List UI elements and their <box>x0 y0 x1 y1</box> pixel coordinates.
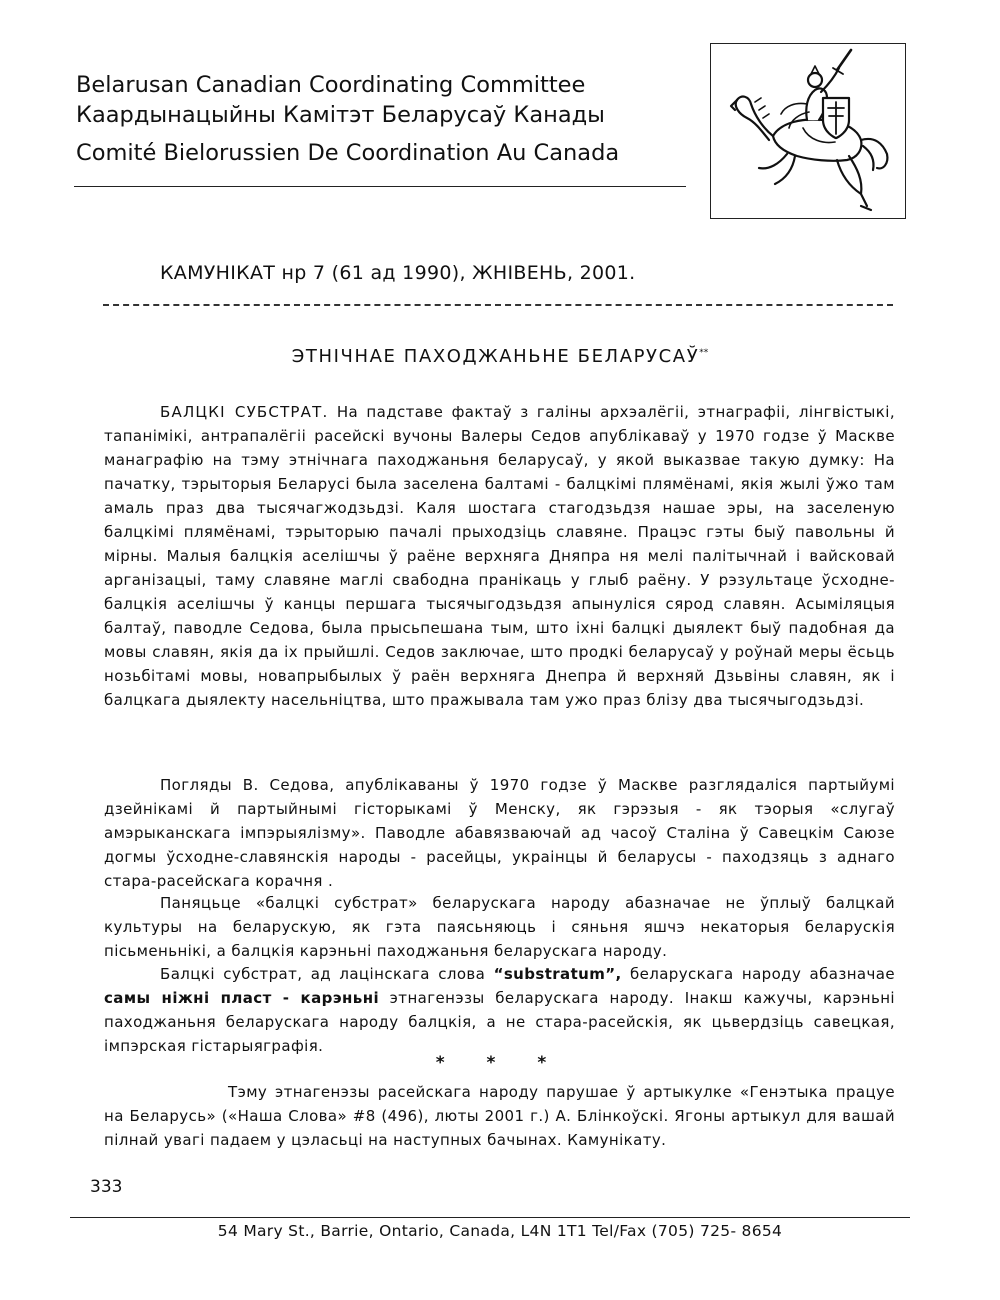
footer-address: 54 Mary St., Barrie, Ontario, Canada, L4N 1T1 Tel/Fax (705) 725- 8654 <box>217 1222 783 1240</box>
paragraph-body: На падставе фактаў з галіны архэалёгіі, этнаграфіі, лінгвістыкі, тапанімікі, антрапалёгіі расейскі вучоны Валеры Седов апублікаваў у 1970 годзе ў Маскве манаграфію на тэму этнічнага паходжаньня беларусаў, у якой выказвае такую думку: На пачатку, тэрыторыя Беларусі была заселена балтамі - балцкімі плямёнамі, якія жылі ўжо там амаль праз два тысячагжодзьдзі. Каля шостага стагодзьдзя нашае эры, на заселеную балцкімі плямёнамі, тэрыторыю пачалі прыходзіць славяне. Працэс гэты быў павольны й мірны. Малыя балцкія аселішчы ў раёне верхняга Дняпра ня мелі палітычнай і вайсковай арганізацыі, таму славяне маглі свабодна пранікаць у глыб раёну. У рэзультаце ўсходне-балцкія аселішчы ў канцы першага тысячыгодзьдзя апынуліся сярод славян. Асыміляцыя балтаў, паводле Седова, была прысьпешана тым, што іхні балцкі дыялект быў падобная да мовы славян, якія да іх прыйшлі. Седов заключае, што продкі беларусаў у роўнай меры ёсьць нозьбітамі мовы, новапрыбылых ў раён верхняга Днепра й верхняй Дзьвіны славян, як і балцкага дыялекту насельніцтва, што пражывала там ужо праз блізу два тысячыгодзьдзі. <box>104 403 895 709</box>
emphasis-phrase: самы ніжні пласт - карэньні <box>104 989 379 1007</box>
emblem-frame <box>710 43 906 219</box>
article-title-text: ЭТНІЧНАЕ ПАХОДЖАНЬНЕ БЕЛАРУСАЎ <box>291 346 700 367</box>
header-divider <box>74 186 686 187</box>
paragraph-baltic-substrate <box>104 400 895 712</box>
paragraph-part: этнагенэзы беларускага народу. Інакш кажучы, карэньні паходжаньня беларускага народу балцкія, а не стара-расейскія, як цьвердзіць савецкая, імпэрская гістарыяграфія. <box>104 989 895 1055</box>
footnote-mark: ** <box>699 348 709 358</box>
page-number: 333 <box>90 1177 123 1197</box>
latin-term: “substratum”, <box>493 965 622 983</box>
org-name-english: Belarusan Canadian Coordinating Committee <box>76 72 586 98</box>
article-title <box>0 346 1000 367</box>
org-name-belarusian: Каардынацыйны Камітэт Беларусаў Канады <box>76 102 605 128</box>
footer-divider <box>70 1217 910 1218</box>
section-separator: * * * <box>435 1053 565 1073</box>
pahonia-knight-icon <box>711 44 907 220</box>
paragraph-next-article: Тэму этнагенэзы расейскага народу парушае ў артыкулке «Генэтыка працуе на Беларусь» («Наша Слова» #8 (496), люты 2001 г.) А. Блінкоўскі. Ягоны артыкул для вашай пілнай увагі падаем у цэласьці на наступных бачынах. Камунікату. <box>104 1083 895 1149</box>
communique-heading: КАМУНІКАТ нр 7 (61 ад 1990), ЖНІВЕНЬ, 2001. <box>160 262 636 284</box>
paragraph-part: беларускага народу абазначае <box>629 965 896 983</box>
org-name-french: Comité Bielorussien De Coordination Au Canada <box>76 140 620 166</box>
paragraph-substratum <box>104 962 895 1058</box>
paragraph-sedov-views: Погляды В. Седова, апублікаваны ў 1970 годзе ў Маскве разглядаліся партыйумі дзейнікамі й партыйнымі гісторыкамі ў Менску, як гэрэзыя - як тэорыя «слугаў амэрыканскага імпэрыялізму». Паводле абавязваючай ад часоў Сталіна ў Савецкім Саюзе догмы ўсходне-славянскія народы - расейцы, украінцы й беларусы - паходзяць з аднаго стара-расейскага корачня . <box>104 776 895 890</box>
paragraph-lead: БАЛЦКІ СУБСТРАТ. <box>160 403 329 421</box>
paragraph-part: Балцкі субстрат, ад лацінскага слова <box>160 965 486 983</box>
paragraph-concept: Паняцьце «балцкі субстрат» беларускага народу абазначае не ўплыў балцкай культуры на беларускую, як гэта паясьняюць і сяньня яшчэ некаторыя беларускія пісьменьнікі, а балцкія карэньні паходжаньня беларускага народу. <box>104 894 895 960</box>
dashed-divider <box>103 304 893 306</box>
